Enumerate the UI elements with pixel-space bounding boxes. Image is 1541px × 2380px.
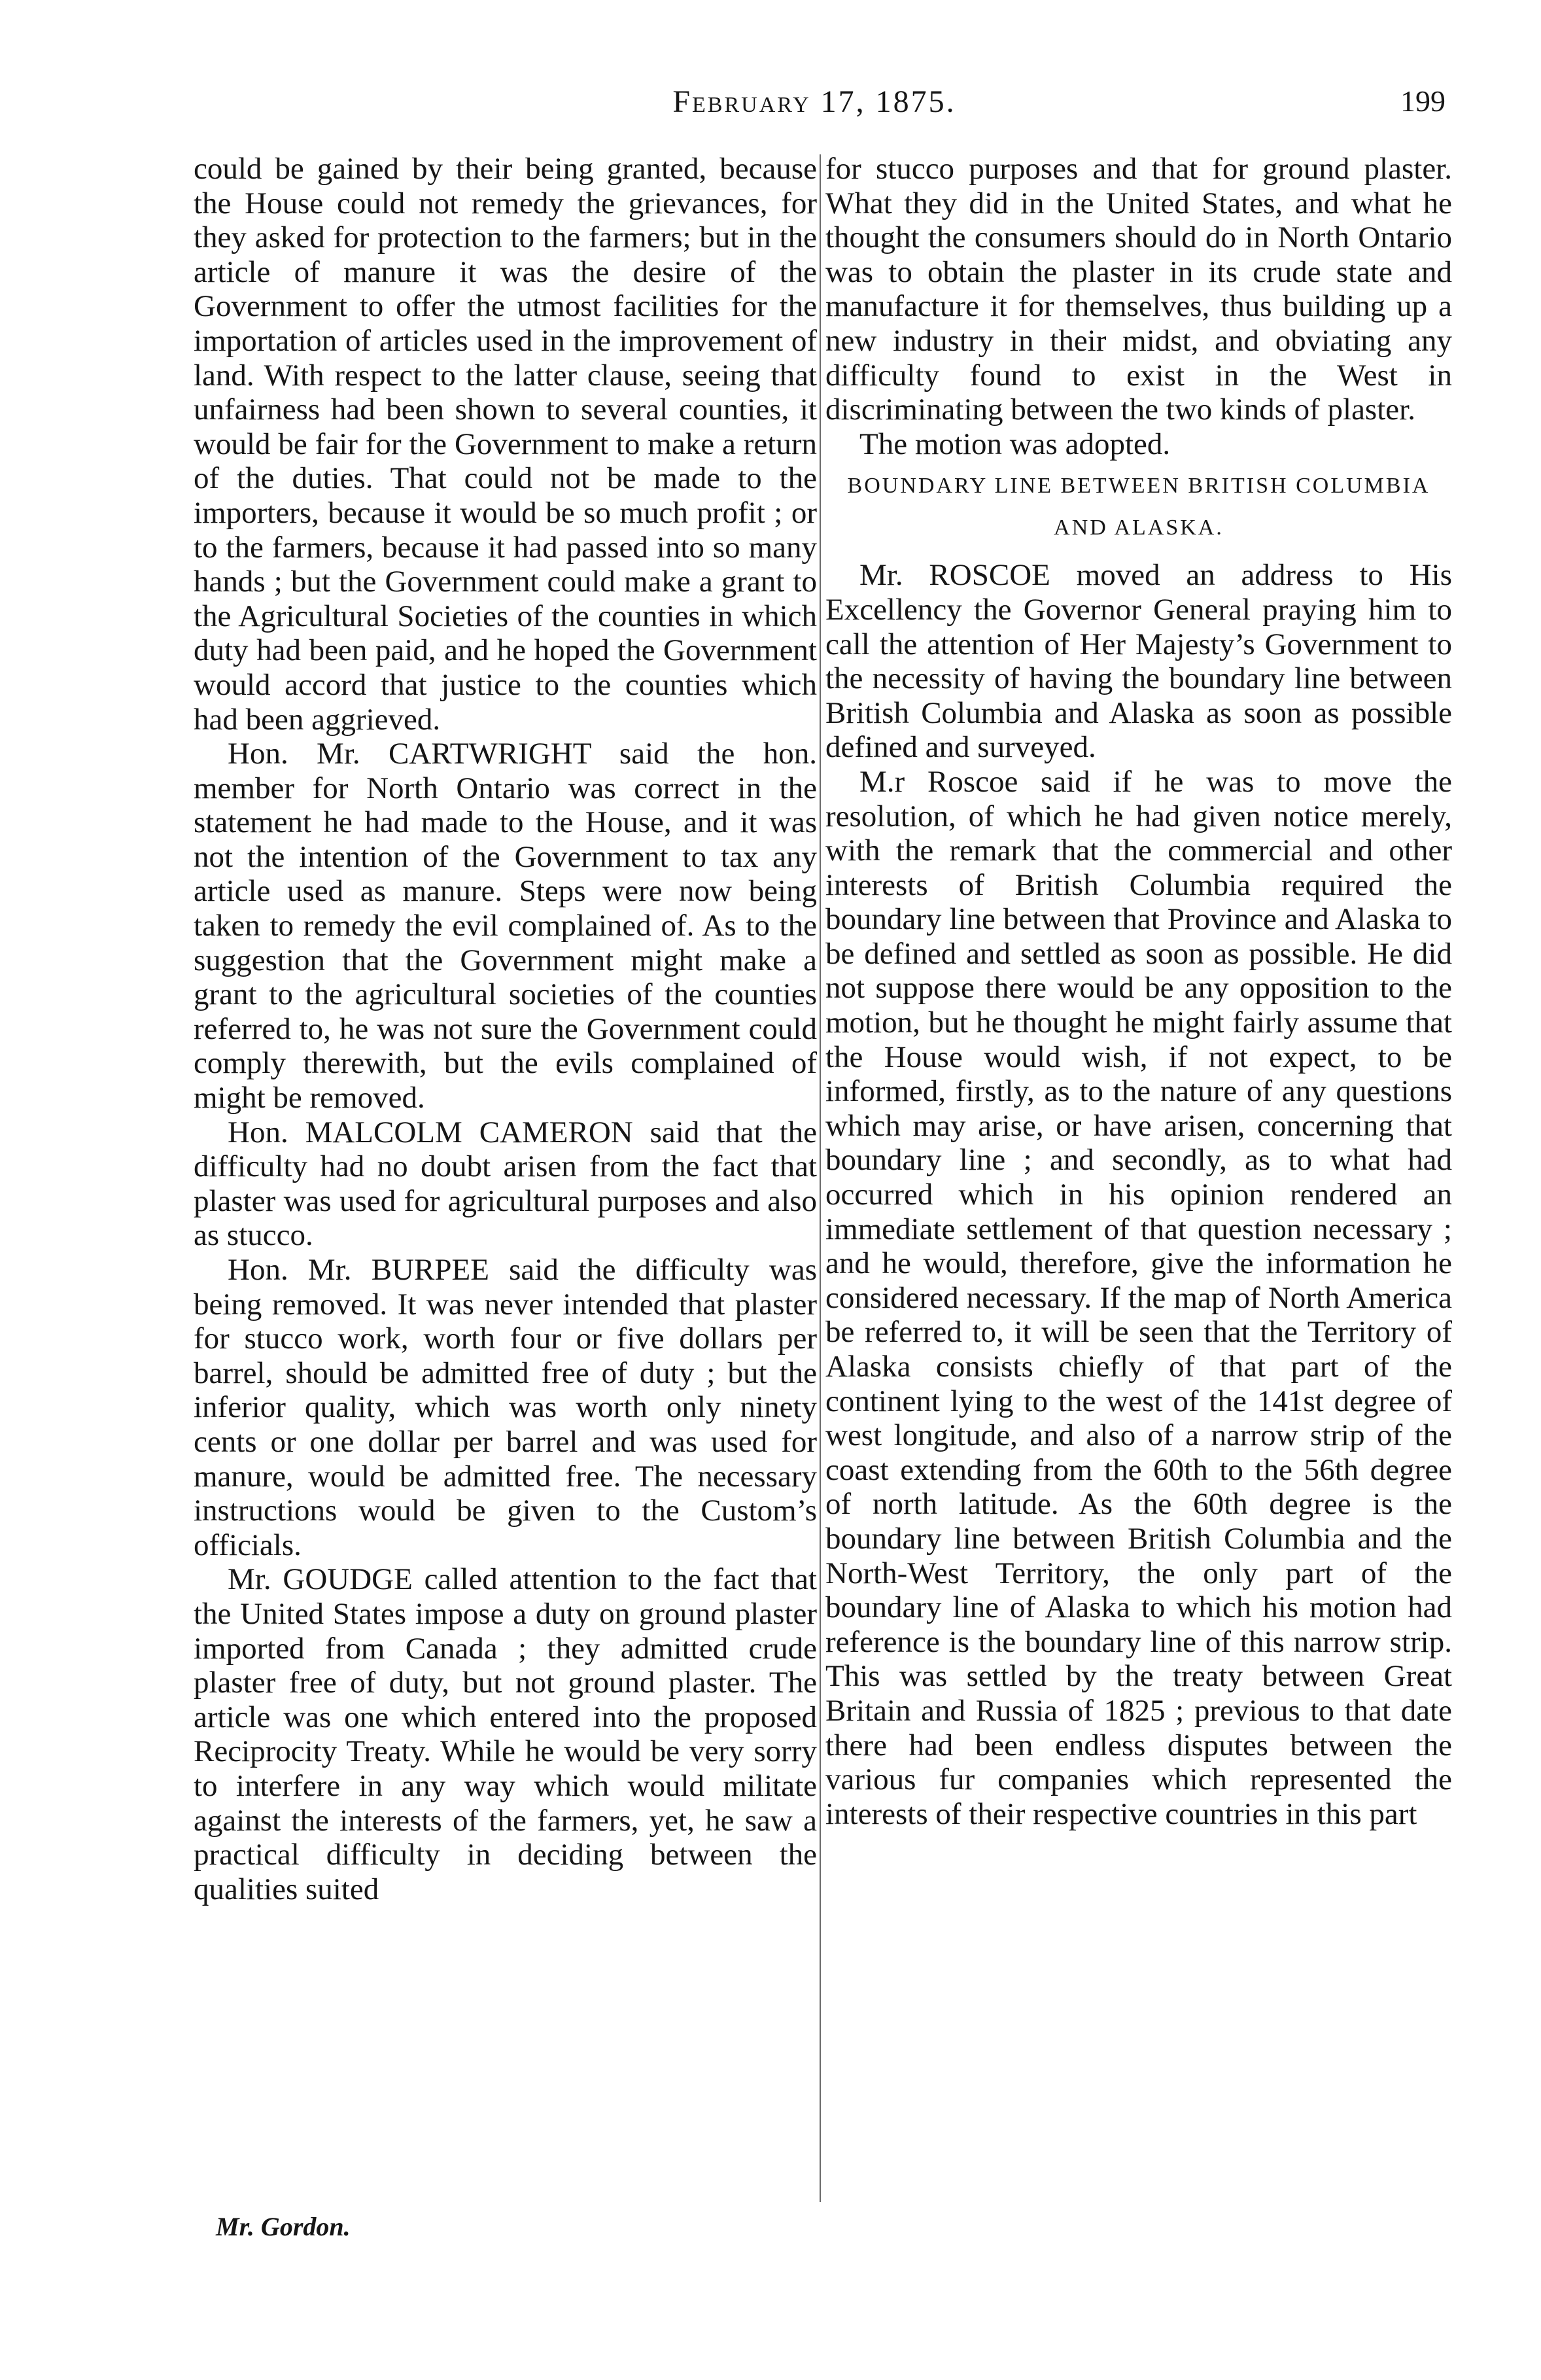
page-header bbox=[183, 84, 1446, 123]
paragraph: Mr. GOUDGE called attention to the fact that the United States impose a duty on ground plaster imported from Canada ; they admitted crude plaster free of duty, but not ground plaster. The article was one which entered into the proposed Reciprocity Treaty. While he would be very sorry to interfere in any way which would militate against the interests of the farmers, yet, he saw a practical difficulty in deciding between the qualities suited bbox=[194, 1562, 817, 1906]
paragraph: for stucco purposes and that for ground plaster. What they did in the United States, and what he thought the consumers should do in North Ontario was to obtain the plaster in its crude state and manufacture it for themselves, thus building up a new industry in their midst, and obviating any difficulty found to exist in the West in discriminating between the two kinds of plaster. bbox=[825, 152, 1452, 427]
paragraph: could be gained by their being granted, because the House could not remedy the grievances, for they asked for protection to the farmers; but in the article of manure it was the desire of the Government to offer the utmost facilities for the importation of articles used in the improvement of land. With respect to the latter clause, seeing that unfairness had been shown to several counties, it would be fair for the Government to make a return of the duties. That could not be made to the importers, because it would be so much profit ; or to the farmers, because it had passed into so many hands ; but the Government could make a grant to the Agricultural Societies of the counties in which duty had been paid, and he hoped the Government would accord that justice to the counties which had been aggrieved. bbox=[194, 152, 817, 737]
column-divider bbox=[820, 154, 821, 2202]
right-column bbox=[825, 152, 1452, 1831]
paragraph: Hon. Mr. CARTWRIGHT said the hon. member for North Ontario was correct in the statement he had made to the House, and it was not the intention of the Government to tax any article used as manure. Steps were now being taken to remedy the evil complained of. As to the suggestion that the Government might make a grant to the agricultural societies of the counties referred to, he was not sure the Government could comply therewith, but the evils complained of might be removed. bbox=[194, 737, 817, 1115]
section-heading: BOUNDARY LINE BETWEEN BRITISH COLUMBIA AND ALASKA. bbox=[847, 474, 1430, 540]
left-column bbox=[194, 152, 817, 1906]
running-title: February 17, 1875. bbox=[672, 84, 956, 119]
page-number: 199 bbox=[1400, 84, 1446, 118]
catchword: Mr. Gordon. bbox=[216, 2212, 351, 2241]
paragraph: The motion was adopted. bbox=[859, 427, 1171, 461]
paragraph: Mr. ROSCOE moved an address to His Excellency the Governor General praying him to call the attention of Her Majesty’s Government to the necessity of having the boundary line between British Columbia and Alaska as soon as possible defined and surveyed. bbox=[825, 558, 1452, 765]
paragraph: Hon. MALCOLM CAMERON said that the difficulty had no doubt arisen from the fact that plaster was used for agricultural purposes and also as stucco. bbox=[194, 1115, 817, 1253]
paragraph: Hon. Mr. BURPEE said the difficulty was being removed. It was never intended that plaster for stucco work, worth four or five dollars per barrel, should be admitted free of duty ; but the inferior quality, which was worth only ninety cents or one dollar per barrel and was used for manure, would be admitted free. The necessary instructions would be given to the Custom’s officials. bbox=[194, 1253, 817, 1562]
paragraph: M.r Roscoe said if he was to move the resolution, of which he had given notice merely, with the remark that the commercial and other interests of British Columbia required the boundary line between that Province and Alaska to be defined and settled as soon as possible. He did not suppose there would be any opposition to the motion, but he thought he might fairly assume that the House would wish, if not expect, to be informed, firstly, as to the nature of any questions which may arise, or have arisen, concerning that boundary line ; and secondly, as to what had occurred which in his opinion rendered an immediate settlement of that question necessary ; and he would, therefore, give the information he considered necessary. If the map of North America be referred to, it will be seen that the Territory of Alaska consists chiefly of that part of the continent lying to the west of the 141st degree of west longitude, and also of a narrow strip of the coast extending from the 60th to the 56th degree of north latitude. As the 60th degree is the boundary line between British Columbia and the North-West Territory, the only part of the boundary line of Alaska to which his motion had reference is the boundary line of this narrow strip. This was settled by the treaty between Great Britain and Russia of 1825 ; previous to that date there had been endless disputes between the various fur companies which represented the interests of their respective countries in this part bbox=[825, 764, 1452, 1831]
